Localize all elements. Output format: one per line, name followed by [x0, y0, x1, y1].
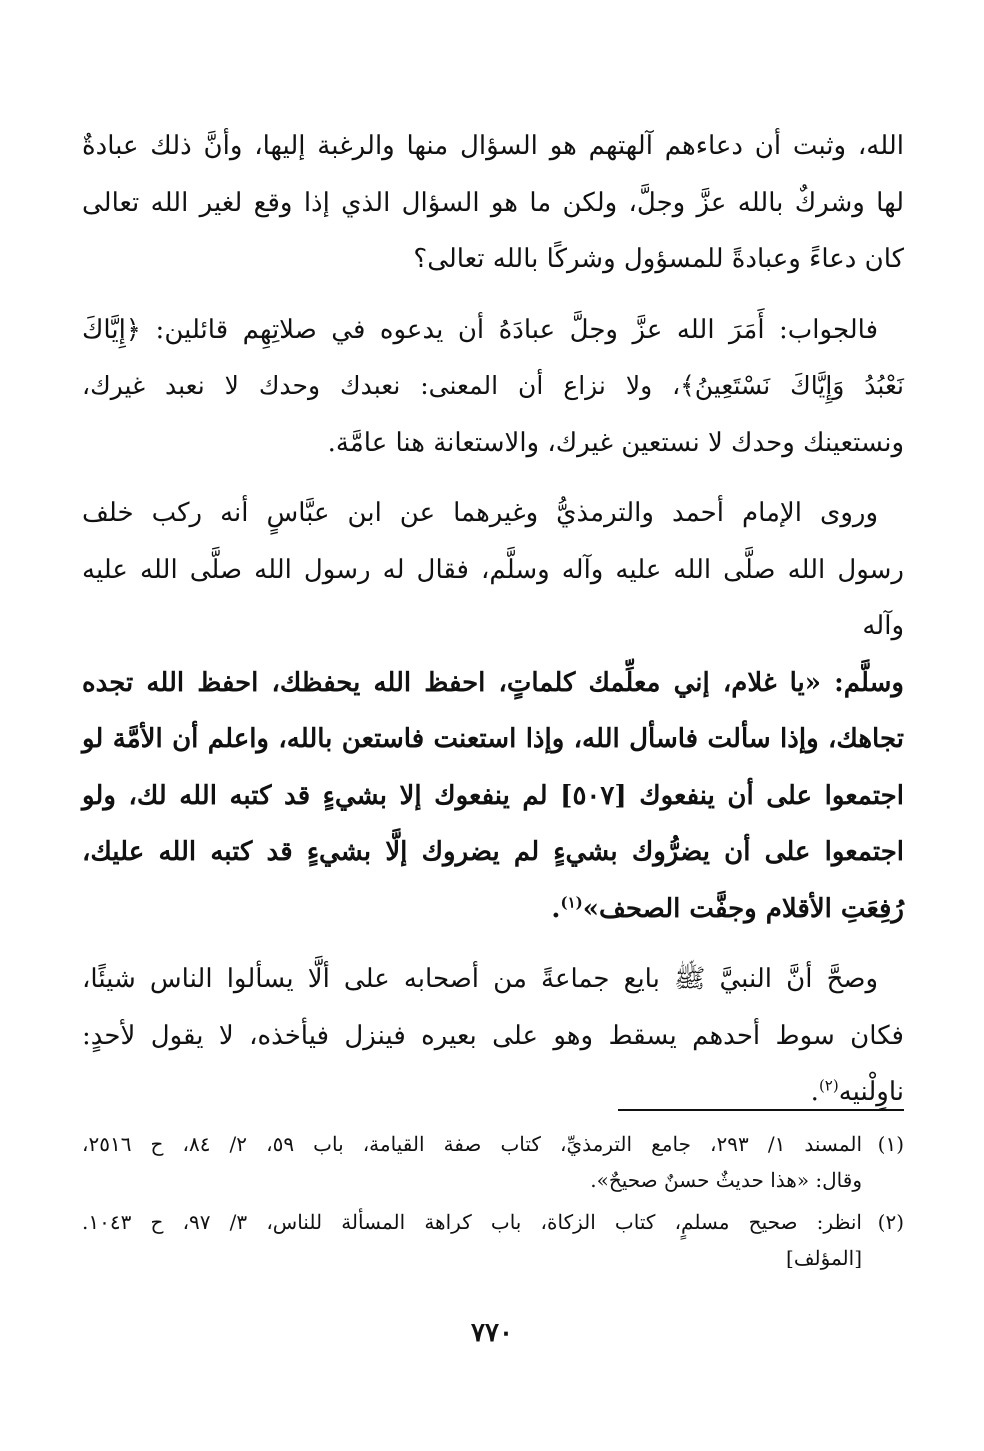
footnote-text: انظر: صحيح مسلمٍ، كتاب الزكاة، باب كراهة المسألة للناس، ٣/ ٩٧، ح ١٠٤٣. [82, 1210, 862, 1234]
hadith-line-text: رُفِعَتِ الأقلام وجفَّت الصحف» [582, 893, 904, 924]
page-number: ٧٧٠ [471, 1318, 513, 1348]
hadith-line: تجاهك، وإذا سألت فاسأل الله، وإذا استعنت فاستعن بالله، واعلم أن الأمَّة لو [82, 724, 904, 754]
footnote-divider [618, 1109, 904, 1111]
paragraph-line: وروى الإمام أحمد والترمذيُّ وغيرهما عن ابن عبَّاسٍ أنه ركب خلف [82, 498, 878, 528]
paragraph-line: رسول الله صلَّى الله عليه وآله وسلَّم، فقال له رسول الله صلَّى الله عليه وآله [82, 554, 904, 641]
hadith-line: رُفِعَتِ الأقلام وجفَّت الصحف»$^{(١)}$. [551, 892, 904, 924]
footnote-2 [82, 1204, 904, 1276]
footnote-1 [82, 1126, 904, 1198]
footnote-number: (٢) [877, 1210, 904, 1234]
footnote-line: وقال: «هذا حديثٌ حسنٌ صحيحٌ». [590, 1168, 862, 1192]
paragraph-line: ونستعينك وحدك لا نستعين غيرك، والاستعانة هنا عامَّة. [327, 427, 904, 458]
footnotes [82, 1126, 904, 1282]
hadith-line: اجتمعوا على أن يضرُّوك بشيءٍ لم يضروك إلَّا بشيءٍ قد كتبه الله عليك، [82, 837, 904, 867]
paragraph-4 [82, 951, 904, 1121]
footnote-text: المسند ١/ ٢٩٣، جامع الترمذيِّ، كتاب صفة القيامة، باب ٥٩، ٢/ ٨٤، ح ٢٥١٦، [82, 1132, 862, 1156]
paragraph-line: فكان سوط أحدهم يسقط وهو على بعيره فينزل فيأخذه، لا يقول لأحدٍ: [82, 1020, 904, 1051]
paragraph-line: ناوِلْنيه$^{(٢)}$. [810, 1076, 904, 1107]
paragraph-line: الله، وثبت أن دعاءهم آلهتهم هو السؤال منها والرغبة إليها، وأنَّ ذلك عبادةٌ [82, 131, 904, 161]
footnote-line [82, 1126, 904, 1162]
footnote-number: (١) [877, 1132, 904, 1156]
paragraph-line: لها وشركٌ بالله عزَّ وجلَّ، ولكن ما هو السؤال الذي إذا وقع لغير الله تعالى [82, 187, 904, 218]
paragraph-line: وصحَّ أنَّ النبيَّ ﷺ بايع جماعةً من أصحابه على ألَّا يسألوا الناس شيئًا، [82, 964, 878, 994]
paragraph-1 [82, 118, 904, 288]
paragraph-line: كان دعاءً وعبادةً للمسؤول وشركًا بالله تعالى؟ [413, 244, 904, 274]
footnote-ref[interactable]: (١) [560, 892, 583, 911]
footnote-ref[interactable]: (٢) [818, 1076, 839, 1095]
paragraph-line: نَعْبُدُ وَإِيَّاكَ نَسْتَعِينُ﴾، ولا نزاع أن المعنى: نعبدك وحدك لا نعبد غيرك، [82, 371, 904, 400]
paragraph-line-text: ناوِلْنيه [838, 1077, 904, 1107]
footnote-line: [المؤلف] [786, 1246, 862, 1270]
hadith-line: اجتمعوا على أن ينفعوك [٥٠٧] لم ينفعوك إلا بشيءٍ قد كتبه الله لك، ولو [82, 780, 904, 811]
paragraph-2 [82, 302, 904, 472]
footnote-line [82, 1204, 904, 1240]
hadith-line: وسلَّم: «يا غلام، إني معلِّمك كلماتٍ، احفظ الله يحفظك، احفظ الله تجده [82, 667, 904, 698]
paragraph-3 [82, 485, 904, 937]
paragraph-line: فالجواب: أَمَرَ الله عزَّ وجلَّ عبادَهُ أن يدعوه في صلاتِهِم قائلين: ﴿إِيَّاكَ [82, 314, 878, 345]
body-text [82, 118, 904, 1135]
